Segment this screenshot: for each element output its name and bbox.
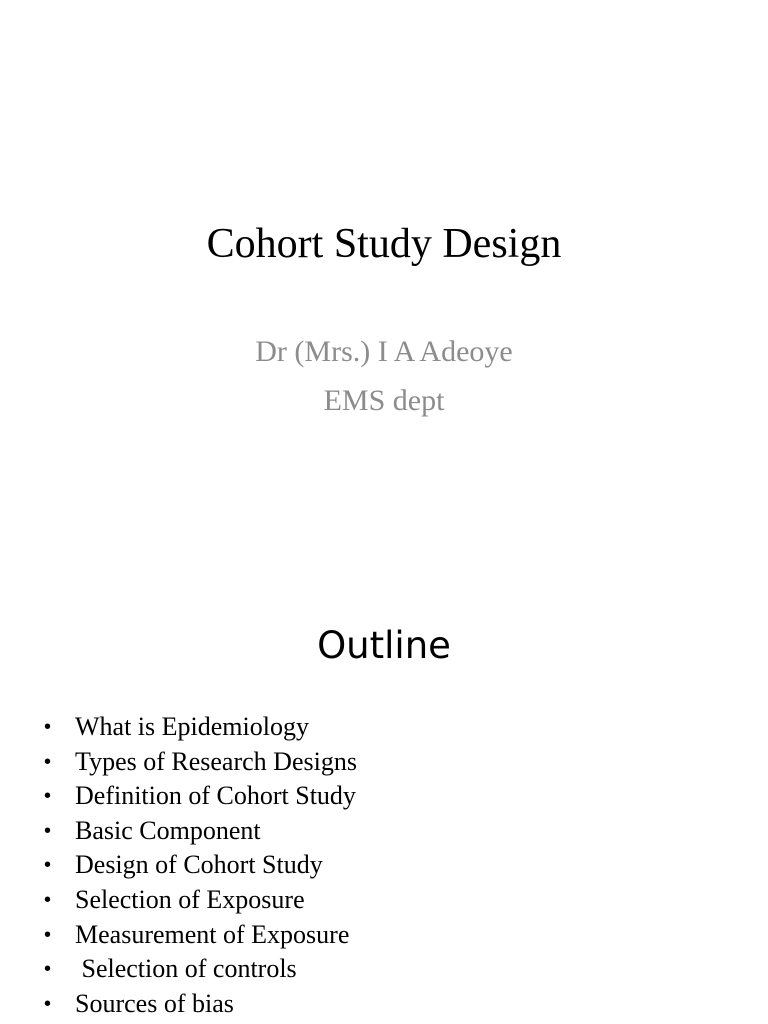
author-name: Dr (Mrs.) I A Adeoye — [255, 335, 513, 368]
outline-list — [44, 710, 357, 1021]
author-department: EMS dept — [323, 384, 445, 417]
outline-item — [44, 918, 357, 953]
bullet-icon: • — [44, 750, 52, 773]
slide-outline — [0, 576, 768, 1024]
bullet-icon: • — [44, 716, 52, 738]
outline-heading: Outline — [317, 624, 451, 667]
outline-item — [44, 952, 357, 987]
outline-item — [44, 883, 357, 918]
slide-title: Cohort Study Design — [206, 221, 562, 267]
outline-item-text: Types of Research Designs — [75, 746, 357, 776]
outline-item-text: Basic Component — [75, 815, 261, 845]
outline-item-text: Definition of Cohort Study — [75, 781, 356, 811]
bullet-icon: • — [44, 819, 52, 842]
bullet-icon: • — [44, 888, 52, 911]
outline-item — [44, 745, 357, 780]
bullet-icon: • — [44, 923, 52, 946]
outline-item-text: Design of Cohort Study — [75, 850, 323, 880]
bullet-icon: • — [44, 854, 52, 877]
outline-item-text: Sources of bias — [75, 988, 234, 1018]
bullet-icon: • — [44, 958, 52, 981]
outline-item — [44, 710, 357, 745]
outline-item — [44, 848, 357, 883]
outline-item-text: What is Epidemiology — [75, 712, 309, 741]
outline-item — [44, 779, 357, 814]
outline-item-text: Selection of Exposure — [75, 884, 305, 914]
outline-item — [44, 987, 357, 1022]
outline-item-text: Selection of controls — [75, 954, 297, 984]
bullet-icon: • — [44, 992, 52, 1015]
bullet-icon: • — [44, 785, 52, 808]
outline-item-text: Measurement of Exposure — [75, 919, 350, 949]
outline-item — [44, 814, 357, 849]
